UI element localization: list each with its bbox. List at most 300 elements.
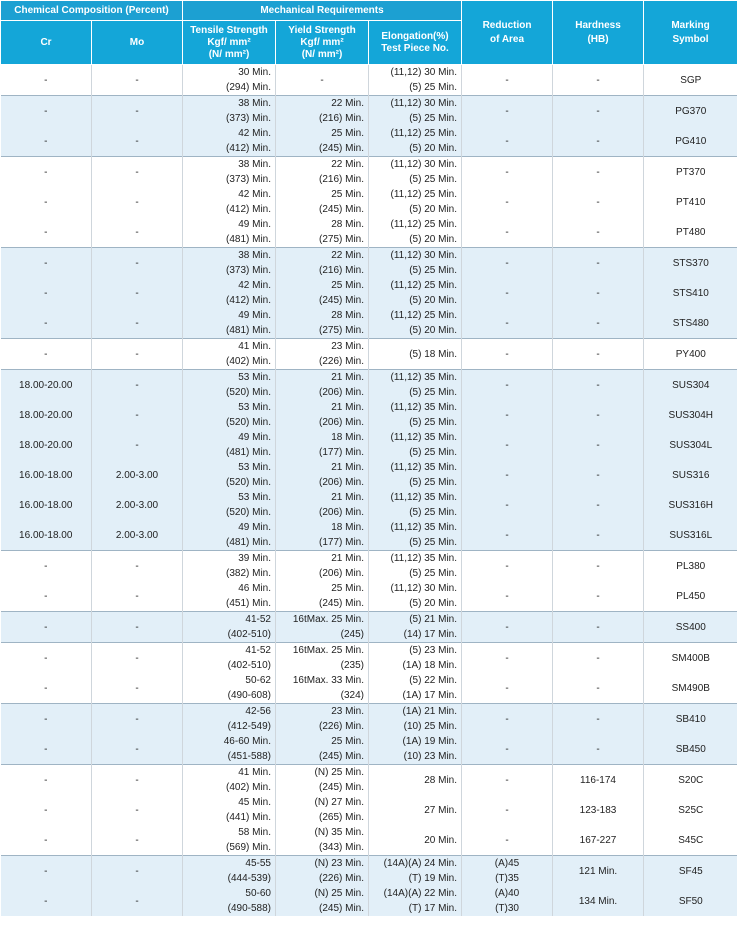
hardness-cell: - [553,734,644,765]
tensile-cell: 49 Min. [183,520,276,535]
table-row [1,765,737,781]
hardness-cell: - [553,339,644,370]
row-group [1,704,737,765]
elongation-cell-sub: (1A) 17 Min. [369,688,462,704]
marking-symbol-cell: SUS304 [644,370,737,401]
cr-cell: - [1,765,92,796]
table-row [1,370,737,386]
reduction-cell: - [462,96,553,127]
elongation-cell: (11,12) 25 Min. [369,308,462,323]
mo-cell: - [92,126,183,157]
row-group [1,856,737,917]
yield-cell: 21 Min. [276,370,369,386]
reduction-cell: - [462,157,553,188]
cr-cell: - [1,581,92,612]
reduction-cell: - [462,704,553,735]
tensile-cell-sub: (481) Min. [183,232,276,248]
marking-symbol-cell: SM400B [644,643,737,674]
marking-symbol-cell: PY400 [644,339,737,370]
tensile-cell-sub: (451-588) [183,749,276,765]
yield-cell: 18 Min. [276,520,369,535]
mo-cell: - [92,339,183,370]
table-row [1,856,737,872]
tensile-cell-sub: (402-510) [183,658,276,673]
hardness-cell: - [553,157,644,188]
yield-cell: 21 Min. [276,400,369,415]
table-row [1,490,737,505]
tensile-cell: 38 Min. [183,157,276,173]
tensile-cell-sub: (373) Min. [183,111,276,126]
elongation-cell-sub: (5) 25 Min. [369,172,462,187]
table-row [1,643,737,659]
yield-cell: (N) 25 Min. [276,765,369,781]
elongation-cell-sub: (5) 25 Min. [369,475,462,490]
yield-cell: 23 Min. [276,704,369,720]
cr-cell: 16.00-18.00 [1,520,92,551]
elongation-cell: 28 Min. [369,765,462,796]
reduction-cell: - [462,490,553,520]
elongation-cell-sub: (5) 25 Min. [369,80,462,96]
tensile-cell: 46 Min. [183,581,276,596]
elongation-cell-sub: (T) 17 Min. [369,901,462,916]
mo-cell: - [92,217,183,248]
yield-cell-sub: (206) Min. [276,475,369,490]
elongation-cell-sub: (5) 25 Min. [369,415,462,430]
yield-cell-sub: (324) [276,688,369,704]
elongation-cell-sub: (5) 25 Min. [369,445,462,460]
row-group [1,765,737,856]
tensile-header: Tensile Strength Kgf/ mm² (N/ mm²) [183,21,276,65]
elongation-cell: (5) 23 Min. [369,643,462,659]
tensile-cell: 46-60 Min. [183,734,276,749]
reduction-header: Reduction of Area [462,1,553,65]
elongation-cell: (11,12) 35 Min. [369,551,462,567]
tensile-cell-sub: (520) Min. [183,505,276,520]
cr-cell: - [1,248,92,279]
elongation-cell: (11,12) 25 Min. [369,187,462,202]
tensile-cell: 49 Min. [183,430,276,445]
yield-cell-sub: (206) Min. [276,415,369,430]
marking-symbol-cell: SUS316H [644,490,737,520]
yield-cell: - [276,65,369,96]
marking-symbol-cell: SUS316L [644,520,737,551]
yield-cell: 25 Min. [276,278,369,293]
hardness-cell: - [553,581,644,612]
tensile-cell: 58 Min. [183,825,276,840]
cr-cell: - [1,96,92,127]
table-row [1,460,737,475]
marking-symbol-cell: SUS304L [644,430,737,460]
tensile-cell: 53 Min. [183,460,276,475]
tensile-cell-sub: (373) Min. [183,172,276,187]
hardness-cell: - [553,308,644,339]
yield-cell-sub: (206) Min. [276,505,369,520]
mo-cell: - [92,825,183,856]
mo-cell: 2.00-3.00 [92,460,183,490]
tensile-cell-sub: (520) Min. [183,415,276,430]
marking-symbol-cell: PL380 [644,551,737,582]
reduction-cell: - [462,430,553,460]
table-row [1,520,737,535]
tensile-cell: 53 Min. [183,490,276,505]
yield-cell-sub: (265) Min. [276,810,369,825]
hardness-cell: 167-227 [553,825,644,856]
reduction-cell: - [462,460,553,490]
mo-cell: - [92,370,183,401]
reduction-cell: - [462,308,553,339]
table-row [1,551,737,567]
elongation-cell-sub: (5) 20 Min. [369,596,462,612]
row-group [1,370,737,551]
tensile-cell-sub: (481) Min. [183,535,276,551]
mo-cell: - [92,430,183,460]
elongation-cell-sub: (5) 25 Min. [369,385,462,400]
elongation-cell: (1A) 19 Min. [369,734,462,749]
row-group [1,339,737,370]
hardness-cell: - [553,551,644,582]
cr-cell: - [1,795,92,825]
reduction-cell-sub: (T)35 [462,871,553,886]
elongation-cell: (11,12) 30 Min. [369,157,462,173]
tensile-cell: 42-56 [183,704,276,720]
mo-cell: - [92,734,183,765]
tensile-cell-sub: (412) Min. [183,141,276,157]
tensile-cell: 53 Min. [183,400,276,415]
mo-cell: - [92,612,183,643]
marking-symbol-cell: SF50 [644,886,737,916]
table-row [1,278,737,293]
reduction-cell: - [462,339,553,370]
yield-cell-sub: (245) Min. [276,780,369,795]
reduction-cell: - [462,825,553,856]
hardness-cell: - [553,187,644,217]
marking-symbol-cell: PL450 [644,581,737,612]
tensile-cell: 49 Min. [183,308,276,323]
table-row [1,65,737,81]
elongation-cell: (11,12) 25 Min. [369,217,462,232]
marking-symbol-cell: SS400 [644,612,737,643]
mo-cell: - [92,704,183,735]
elongation-cell: (11,12) 30 Min. [369,96,462,112]
mo-cell: - [92,157,183,188]
yield-cell: 25 Min. [276,734,369,749]
marking-symbol-cell: STS410 [644,278,737,308]
tensile-cell-sub: (441) Min. [183,810,276,825]
table-row [1,248,737,264]
tensile-cell-sub: (481) Min. [183,445,276,460]
yield-cell-sub: (177) Min. [276,535,369,551]
yield-cell: 25 Min. [276,126,369,141]
mo-cell: 2.00-3.00 [92,490,183,520]
tensile-cell: 41 Min. [183,765,276,781]
reduction-cell: - [462,581,553,612]
yield-cell-sub: (245) Min. [276,141,369,157]
cr-cell: - [1,339,92,370]
cr-cell: - [1,278,92,308]
yield-cell-sub: (275) Min. [276,323,369,339]
elongation-cell-sub: (5) 20 Min. [369,293,462,308]
yield-cell: (N) 27 Min. [276,795,369,810]
tensile-cell-sub: (402-510) [183,627,276,643]
elongation-cell: (14A)(A) 24 Min. [369,856,462,872]
cr-cell: - [1,126,92,157]
yield-cell: 23 Min. [276,339,369,355]
tensile-cell: 50-60 [183,886,276,901]
yield-cell-sub: (216) Min. [276,111,369,126]
table-row [1,187,737,202]
yield-cell-sub: (226) Min. [276,871,369,886]
yield-cell-sub: (235) [276,658,369,673]
elongation-cell-sub: (5) 25 Min. [369,505,462,520]
cr-cell: - [1,704,92,735]
table-header [1,1,737,65]
yield-cell-sub: (216) Min. [276,172,369,187]
row-group [1,157,737,248]
yield-cell: 25 Min. [276,581,369,596]
tensile-cell-sub: (490-608) [183,688,276,704]
tensile-cell-sub: (294) Min. [183,80,276,96]
cr-cell: - [1,886,92,916]
reduction-cell: - [462,795,553,825]
elongation-cell: (11,12) 35 Min. [369,400,462,415]
elongation-cell: (11,12) 25 Min. [369,126,462,141]
table-row [1,217,737,232]
marking-symbol-cell: S45C [644,825,737,856]
hardness-header: Hardness (HB) [553,1,644,65]
marking-symbol-cell: SUS304H [644,400,737,430]
elongation-cell: (11,12) 35 Min. [369,490,462,505]
mo-cell: - [92,308,183,339]
elongation-cell-sub: (1A) 18 Min. [369,658,462,673]
table-row [1,886,737,901]
elongation-cell: (11,12) 35 Min. [369,520,462,535]
reduction-cell: - [462,765,553,796]
cr-header: Cr [1,21,92,65]
table-row [1,157,737,173]
tensile-cell-sub: (490-588) [183,901,276,916]
marking-symbol-cell: PT480 [644,217,737,248]
cr-cell: 18.00-20.00 [1,400,92,430]
marking-symbol-cell: STS370 [644,248,737,279]
tensile-cell: 38 Min. [183,248,276,264]
cr-cell: - [1,157,92,188]
elongation-cell: (11,12) 35 Min. [369,430,462,445]
table-row [1,126,737,141]
tensile-cell: 39 Min. [183,551,276,567]
tensile-cell: 50-62 [183,673,276,688]
hardness-cell: - [553,217,644,248]
cr-cell: - [1,187,92,217]
tensile-cell-sub: (481) Min. [183,323,276,339]
yield-cell: 21 Min. [276,490,369,505]
cr-cell: 16.00-18.00 [1,490,92,520]
hardness-cell: - [553,370,644,401]
hardness-cell: - [553,490,644,520]
yield-cell: (N) 25 Min. [276,886,369,901]
row-group [1,96,737,157]
mo-cell: - [92,96,183,127]
mo-cell: - [92,856,183,887]
yield-cell-sub: (343) Min. [276,840,369,856]
marking-symbol-cell: STS480 [644,308,737,339]
table-row [1,612,737,628]
elongation-cell: (5) 21 Min. [369,612,462,628]
yield-cell-sub: (245) Min. [276,749,369,765]
tensile-cell-sub: (412) Min. [183,293,276,308]
cr-cell: 18.00-20.00 [1,370,92,401]
table-row [1,339,737,355]
tensile-cell-sub: (402) Min. [183,780,276,795]
tensile-cell: 41 Min. [183,339,276,355]
tensile-cell: 49 Min. [183,217,276,232]
cr-cell: - [1,612,92,643]
hardness-cell: - [553,278,644,308]
elongation-cell-sub: (14) 17 Min. [369,627,462,643]
yield-cell-sub: (245) Min. [276,901,369,916]
reduction-cell: - [462,734,553,765]
marking-symbol-cell: SM490B [644,673,737,704]
elongation-cell: (11,12) 30 Min. [369,65,462,81]
hardness-cell: - [553,704,644,735]
cr-cell: - [1,673,92,704]
hardness-cell: - [553,430,644,460]
tensile-cell-sub: (520) Min. [183,475,276,490]
yield-cell: (N) 35 Min. [276,825,369,840]
mo-cell: - [92,886,183,916]
tensile-cell: 45 Min. [183,795,276,810]
cr-cell: - [1,856,92,887]
yield-cell-sub: (245) Min. [276,596,369,612]
cr-cell: - [1,643,92,674]
mo-cell: - [92,187,183,217]
reduction-cell: - [462,643,553,674]
cr-cell: 18.00-20.00 [1,430,92,460]
elongation-cell: (11,12) 35 Min. [369,370,462,386]
yield-cell: 22 Min. [276,157,369,173]
elongation-cell: (11,12) 30 Min. [369,248,462,264]
elongation-cell-sub: (5) 20 Min. [369,323,462,339]
row-group [1,248,737,339]
mo-cell: 2.00-3.00 [92,520,183,551]
yield-cell: 16tMax. 25 Min. [276,612,369,628]
reduction-cell: - [462,612,553,643]
table-row [1,704,737,720]
reduction-cell: - [462,400,553,430]
hardness-cell: - [553,643,644,674]
row-group [1,65,737,96]
hardness-cell: 121 Min. [553,856,644,887]
marking-header: Marking Symbol [644,1,737,65]
mo-cell: - [92,581,183,612]
reduction-cell: - [462,673,553,704]
yield-cell-sub: (245) Min. [276,202,369,217]
elongation-cell: (11,12) 30 Min. [369,581,462,596]
hardness-cell: - [553,612,644,643]
table-row [1,400,737,415]
mo-cell: - [92,248,183,279]
tensile-cell-sub: (444-539) [183,871,276,886]
hardness-cell: - [553,248,644,279]
tensile-cell: 42 Min. [183,187,276,202]
elongation-cell: (5) 22 Min. [369,673,462,688]
tensile-cell: 41-52 [183,612,276,628]
yield-cell-sub: (226) Min. [276,719,369,734]
tensile-cell: 45-55 [183,856,276,872]
yield-cell-sub: (275) Min. [276,232,369,248]
tensile-cell-sub: (402) Min. [183,354,276,370]
tensile-cell-sub: (520) Min. [183,385,276,400]
yield-cell: (N) 23 Min. [276,856,369,872]
table-row [1,308,737,323]
elongation-cell-sub: (5) 20 Min. [369,202,462,217]
reduction-cell: - [462,551,553,582]
mo-cell: - [92,795,183,825]
chem-composition-header: Chemical Composition (Percent) [1,1,183,21]
cr-cell: - [1,217,92,248]
mo-cell: - [92,65,183,96]
table-row [1,581,737,596]
reduction-cell: - [462,187,553,217]
reduction-cell: - [462,126,553,157]
reduction-cell: - [462,370,553,401]
row-group [1,551,737,612]
yield-cell: 28 Min. [276,308,369,323]
elongation-cell: (5) 18 Min. [369,339,462,370]
elongation-cell-sub: (10) 25 Min. [369,719,462,734]
marking-symbol-cell: S20C [644,765,737,796]
tensile-cell-sub: (382) Min. [183,566,276,581]
tensile-cell: 41-52 [183,643,276,659]
elongation-cell: (1A) 21 Min. [369,704,462,720]
yield-cell-sub: (216) Min. [276,263,369,278]
row-group [1,612,737,643]
reduction-cell: - [462,278,553,308]
yield-cell-sub: (245) Min. [276,293,369,308]
hardness-cell: 123-183 [553,795,644,825]
cr-cell: - [1,551,92,582]
cr-cell: 16.00-18.00 [1,460,92,490]
tensile-cell: 42 Min. [183,278,276,293]
elongation-cell-sub: (5) 25 Min. [369,535,462,551]
row-group [1,643,737,704]
marking-symbol-cell: PT410 [644,187,737,217]
elongation-header: Elongation(%) Test Piece No. [369,21,462,65]
marking-symbol-cell: PG370 [644,96,737,127]
elongation-cell-sub: (T) 19 Min. [369,871,462,886]
yield-cell-sub: (226) Min. [276,354,369,370]
marking-symbol-cell: SB450 [644,734,737,765]
yield-cell-sub: (245) [276,627,369,643]
yield-cell: 28 Min. [276,217,369,232]
elongation-cell: (14A)(A) 22 Min. [369,886,462,901]
elongation-cell-sub: (5) 20 Min. [369,232,462,248]
yield-cell: 21 Min. [276,551,369,567]
marking-symbol-cell: PT370 [644,157,737,188]
yield-header: Yield Strength Kgf/ mm² (N/ mm²) [276,21,369,65]
tensile-cell-sub: (412-549) [183,719,276,734]
table-row [1,430,737,445]
marking-symbol-cell: S25C [644,795,737,825]
marking-symbol-cell: PG410 [644,126,737,157]
yield-cell: 18 Min. [276,430,369,445]
mo-cell: - [92,765,183,796]
yield-cell: 16tMax. 25 Min. [276,643,369,659]
mo-cell: - [92,551,183,582]
yield-cell-sub: (206) Min. [276,566,369,581]
table-row [1,825,737,840]
cr-cell: - [1,825,92,856]
yield-cell-sub: (206) Min. [276,385,369,400]
